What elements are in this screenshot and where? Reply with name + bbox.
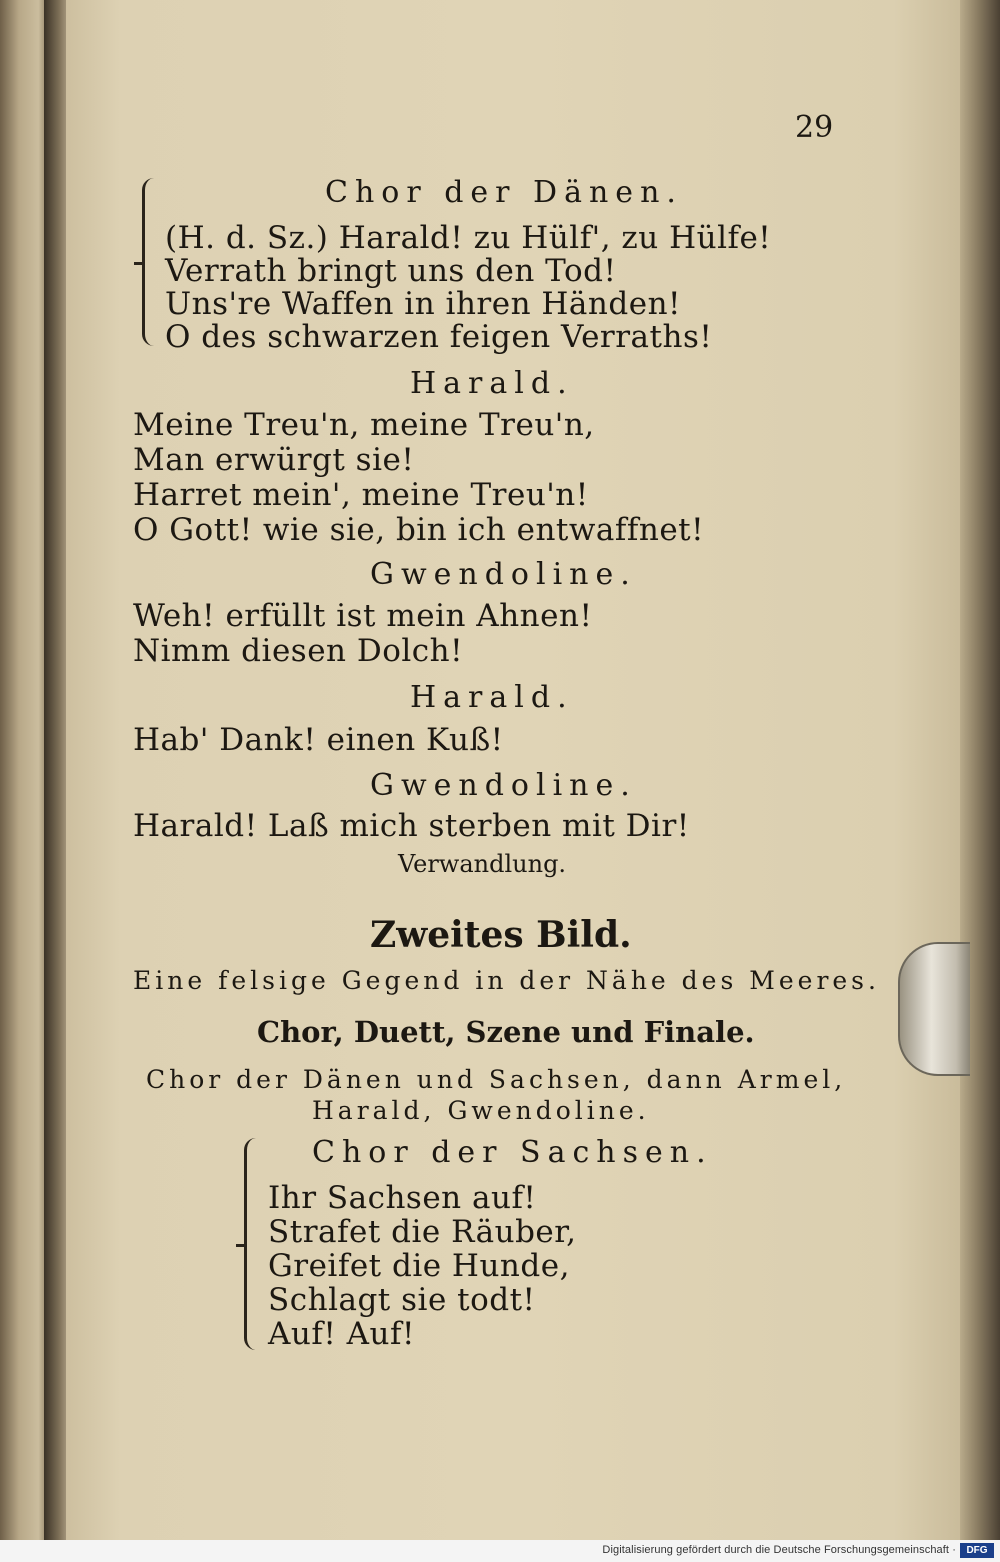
- page-fore-edge: [960, 0, 1000, 1540]
- verse-line: Harald! Laß mich sterben mit Dir!: [133, 808, 690, 844]
- page-number: 29: [795, 110, 834, 145]
- speaker-chor-der-sachsen: Chor der Sachsen.: [312, 1135, 713, 1170]
- scene-title: Zweites Bild.: [370, 914, 632, 956]
- verse-line: Strafet die Räuber,: [268, 1214, 577, 1250]
- characters-line: Harald, Gwendoline.: [312, 1096, 650, 1125]
- number-title: Chor, Duett, Szene und Finale.: [257, 1015, 755, 1049]
- stage-direction: Verwandlung.: [398, 850, 567, 878]
- verse-line: Man erwürgt sie!: [133, 442, 415, 478]
- verse-line: Schlagt sie todt!: [268, 1282, 536, 1318]
- verse-line: Auf! Auf!: [268, 1316, 415, 1352]
- verse-line: Verrath bringt uns den Tod!: [165, 253, 617, 289]
- speaker-chor-der-daenen: Chor der Dänen.: [325, 175, 683, 210]
- bracket: [244, 1138, 261, 1350]
- verse-line: Meine Treu'n, meine Treu'n,: [133, 407, 595, 443]
- verse-line: Weh! erfüllt ist mein Ahnen!: [133, 598, 593, 634]
- digitization-credit: Digitalisierung gefördert durch die Deutsche Forschungsgemeinschaft ·: [602, 1544, 956, 1556]
- verse-line: O Gott! wie sie, bin ich entwaffnet!: [133, 512, 705, 548]
- verse-line: O des schwarzen feigen Verraths!: [165, 319, 713, 355]
- verse-line: Greifet die Hunde,: [268, 1248, 570, 1284]
- verse-line: Nimm diesen Dolch!: [133, 633, 464, 669]
- speaker-gwendoline: Gwendoline.: [370, 768, 637, 803]
- verse-line: (H. d. Sz.) Harald! zu Hülf', zu Hülfe!: [165, 220, 772, 256]
- verse-line: Ihr Sachsen auf!: [268, 1180, 537, 1216]
- characters-line: Chor der Dänen und Sachsen, dann Armel,: [146, 1065, 847, 1094]
- scene-setting: Eine felsige Gegend in der Nähe des Meeres.: [133, 966, 880, 995]
- bracket: [142, 178, 159, 346]
- verse-line: Harret mein', meine Treu'n!: [133, 477, 589, 513]
- speaker-harald: Harald.: [410, 366, 574, 401]
- previous-page-edge: [0, 0, 48, 1562]
- speaker-harald: Harald.: [410, 680, 574, 715]
- verse-line: Hab' Dank! einen Kuß!: [133, 722, 504, 758]
- verse-line: Uns're Waffen in ihren Händen!: [165, 286, 681, 322]
- page-clip: [898, 942, 970, 1076]
- speaker-gwendoline: Gwendoline.: [370, 557, 637, 592]
- dfg-logo: DFG: [960, 1543, 994, 1558]
